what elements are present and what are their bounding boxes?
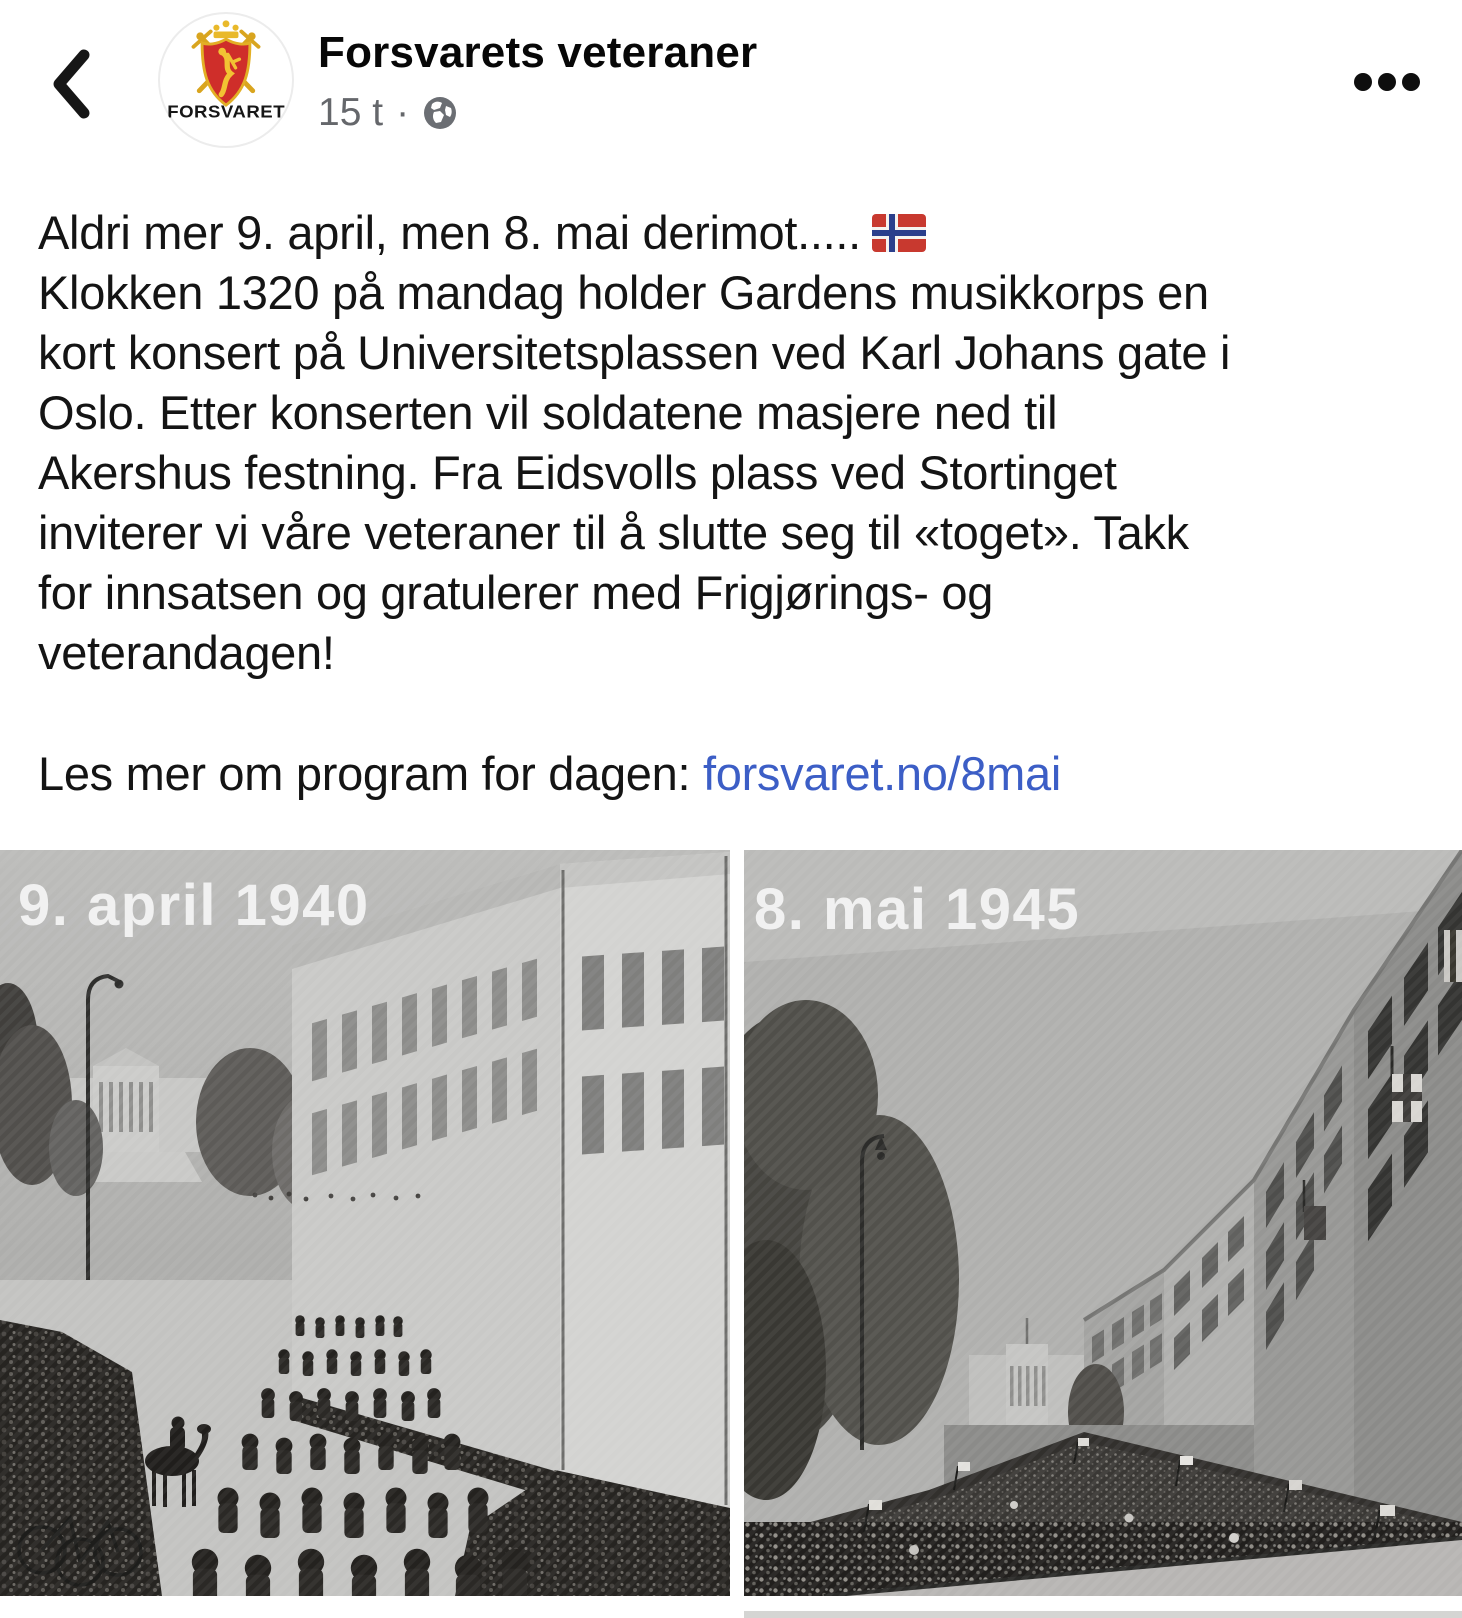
- photo-label-1940: 9. april 1940: [18, 873, 370, 938]
- back-icon[interactable]: [48, 48, 96, 120]
- post-link[interactable]: forsvaret.no/8mai: [702, 747, 1061, 800]
- post-link-line: [38, 744, 1061, 804]
- photo-8-mai-1945[interactable]: [744, 850, 1462, 1596]
- post-line: Klokken 1320 på mandag holder Gardens musikkorps en: [38, 266, 1209, 319]
- post-line: Aldri mer 9. april, men 8. mai derimot.....: [38, 203, 1230, 263]
- page-title[interactable]: Forsvarets veteraner: [318, 28, 758, 77]
- dot: [1378, 73, 1396, 91]
- norway-flag-icon: [871, 212, 927, 254]
- post-line: veterandagen!: [38, 626, 335, 679]
- post-line: inviterer vi våre veteraner til å slutte seg til «toget». Takk: [38, 506, 1189, 559]
- photo-label-1945: 8. mai 1945: [754, 877, 1081, 942]
- more-options-button[interactable]: [1354, 73, 1420, 91]
- photo-9-april-1940[interactable]: [0, 850, 730, 1596]
- post-line: Akershus festning. Fra Eidsvolls plass ved Stortinget: [38, 446, 1117, 499]
- post-meta: [318, 91, 757, 135]
- dot: [1354, 73, 1372, 91]
- avatar-logo-text: FORSVARET: [167, 102, 285, 123]
- forsvaret-coat-of-arms-icon: [178, 20, 274, 108]
- post-body: [38, 203, 1230, 683]
- globe-icon: [422, 95, 458, 131]
- link-prefix: Les mer om program for dagen:: [38, 747, 703, 800]
- dot: [1402, 73, 1420, 91]
- page-avatar[interactable]: [158, 12, 294, 148]
- next-photo-peek[interactable]: [744, 1611, 1462, 1618]
- post-line: kort konsert på Universitetsplassen ved Karl Johans gate i: [38, 326, 1231, 379]
- header-text: [318, 28, 757, 135]
- post-line: for innsatsen og gratulerer med Frigjørings- og: [38, 566, 994, 619]
- meta-separator: ·: [396, 91, 410, 134]
- post-line: Oslo. Etter konserten vil soldatene masjere ned til: [38, 386, 1058, 439]
- timestamp: 15 t: [318, 91, 384, 134]
